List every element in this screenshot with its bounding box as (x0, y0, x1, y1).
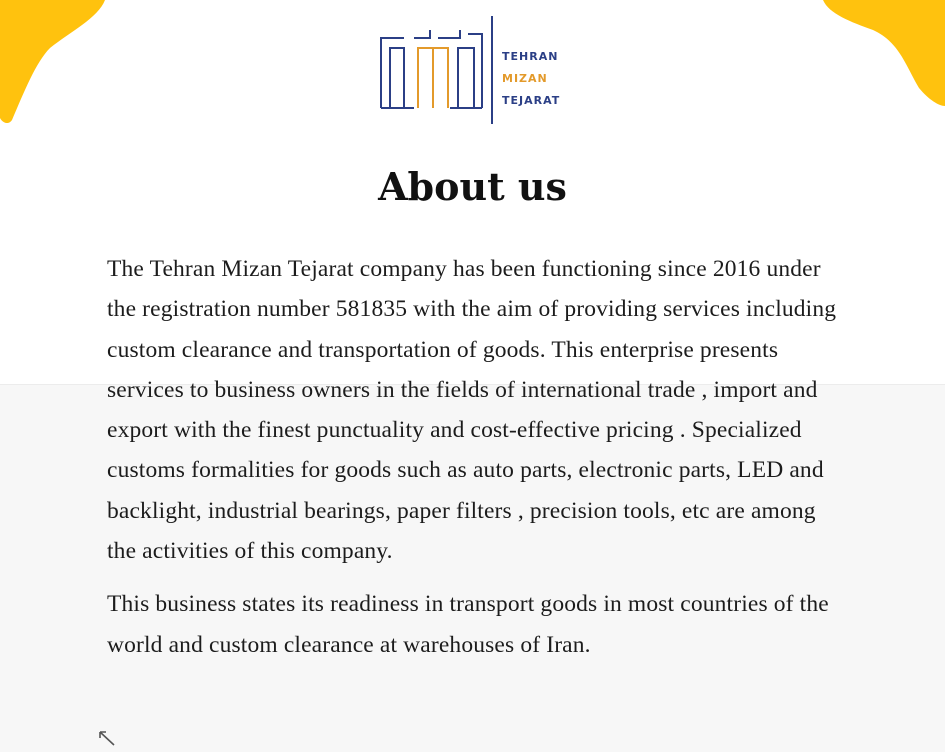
yellow-corner-shape-left (0, 0, 130, 130)
text-cursor-icon (97, 728, 117, 748)
logo-wordmark (502, 46, 560, 112)
about-paragraph-1: The Tehran Mizan Tejarat company has been functioning since 2016 under the registration number 581835 with the aim of providing services including custom clearance and transportation of goods. This enterprise presents services to business owners in the fields of international trade , import and export with the finest punctuality and cost-effective pricing . Specialized customs formalities for goods such as auto parts, electronic parts, LED and backlight, industrial bearings, paper filters , precision tools, etc are among the activities of this company. (107, 256, 837, 565)
about-paragraph-2: This business states its readiness in transport goods in most countries of the world and custom clearance at warehouses of Iran. (107, 591, 829, 658)
about-content (107, 249, 837, 665)
page-title: About us (378, 164, 567, 209)
logo-divider (491, 16, 493, 124)
company-logo (378, 16, 578, 126)
logo-text-tejarat: TEJARAT (502, 94, 561, 107)
logo-mark-icon (378, 30, 486, 112)
logo-text-mizan: MIZAN (502, 72, 548, 85)
logo-text-tehran: TEHRAN (502, 50, 559, 63)
yellow-corner-shape-right (815, 0, 945, 130)
